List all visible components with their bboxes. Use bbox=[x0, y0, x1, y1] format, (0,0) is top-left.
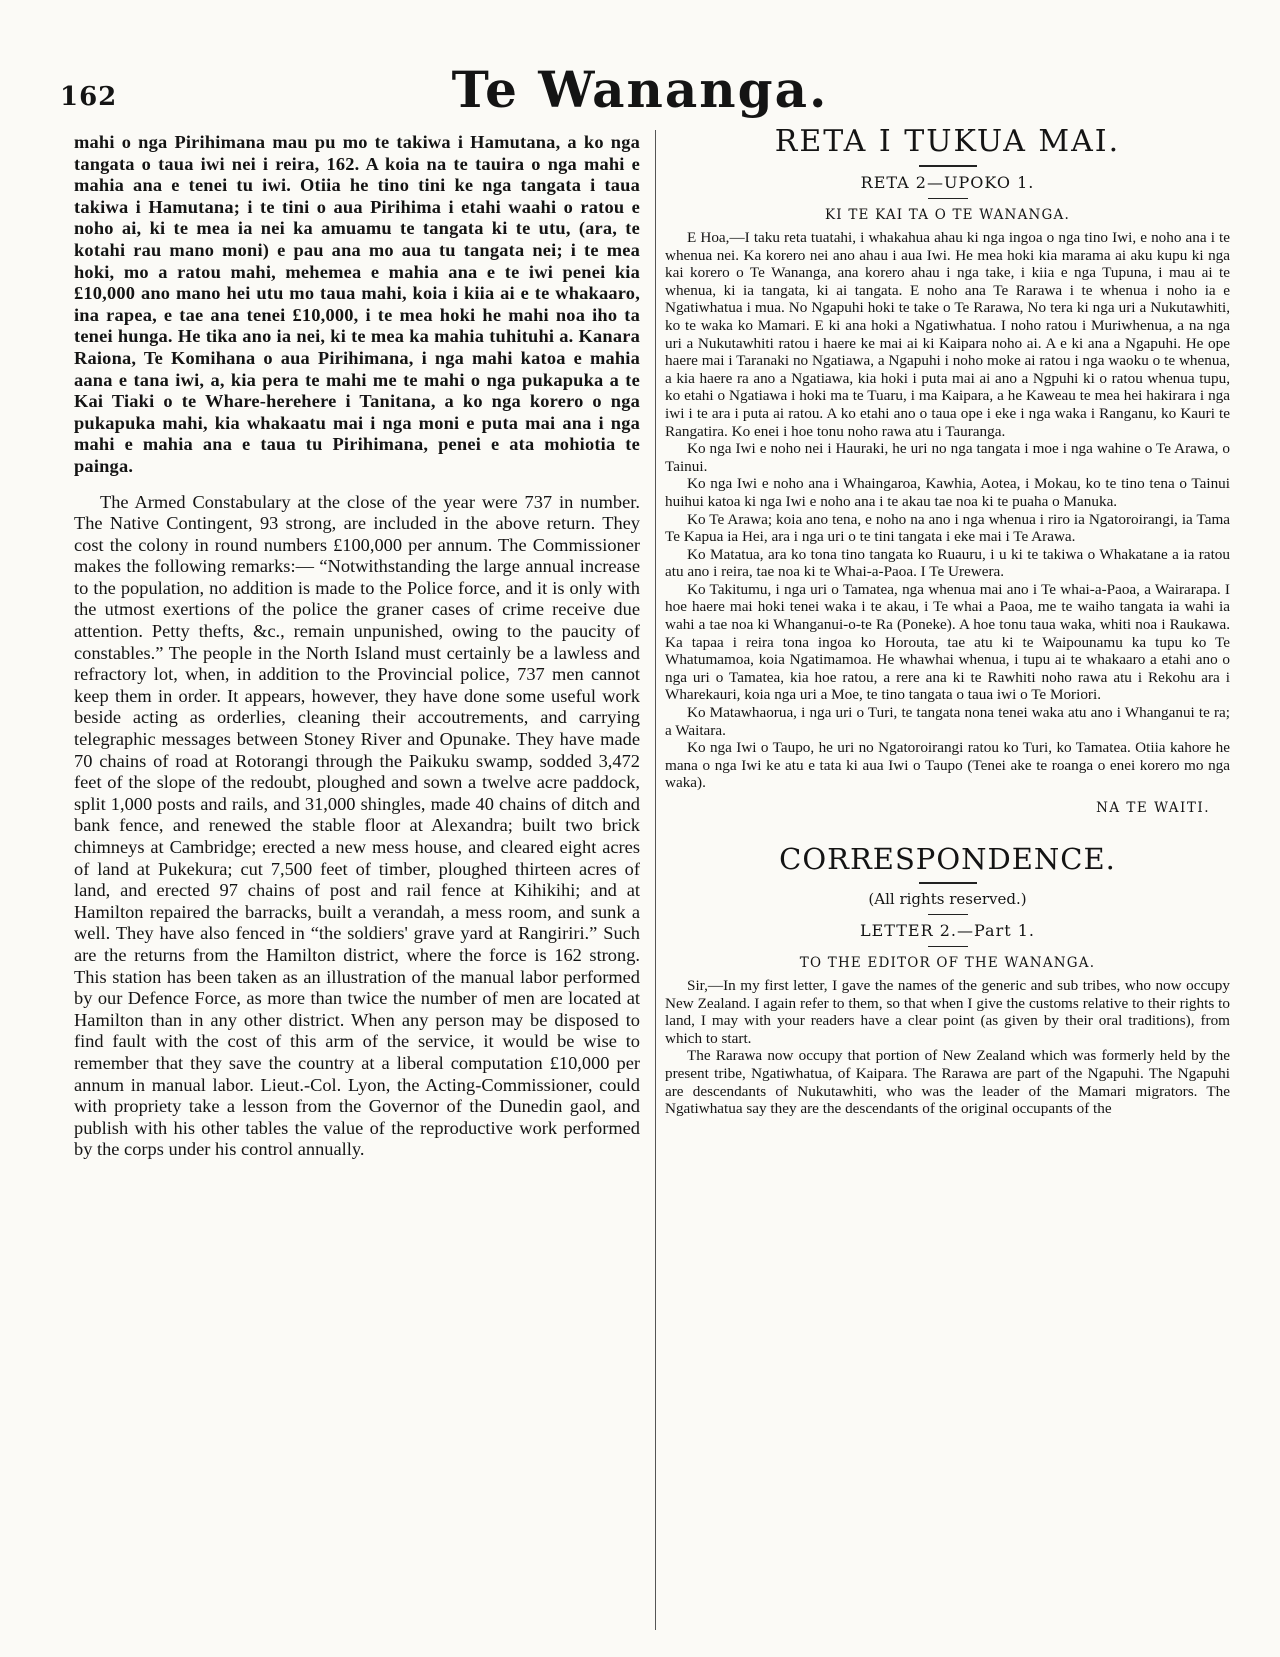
reta-paragraph: Ko nga Iwi e noho ana i Whaingaroa, Kawhia, Aotea, i Mokau, ko te tino tena o Tainui huihui katoa ki nga Iwi e noho ana i te akau tae noa ki te puaha o Manuka. bbox=[665, 475, 1230, 510]
reta-paragraph: E Hoa,—I taku reta tuatahi, i whakahua ahau ki nga ingoa o nga tino Iwi, e noho ana i te whenua nei. Ka korero nei ano ahau i aua Iwi. He mea hoki kia marama ai aku kupu ki nga kai korero o Te Wananga, ana korero ahau i nga take, i kiia e nga Tupuna, i mau ai te whenua, ki ia tangata, ki ai tangata. E noho ana Te Rarawa i te whenua i noho ia e Ngatiwhatua i mua. No Ngapuhi hoki te take o Te Rarawa, No tera ki nga uri a Nukutawhiti, ko te waka ko Mamari. E ki ana hoki a Ngatiwhatua. I noho ratou i Muriwhenua, a na nga uri a Nukutawhiti ratou i haere ke mai ai ki Kaipara noho ai. A e ki ana a Ngapuhi. He ope haere mai i Taranaki no Ngatiawa, a Ngapuhi i noho moke ai ratou i nga waoku o te whenua, a kia haere ra ano a Ngatiawa, kia hoki i puta mai ai ano a Ngpuhi ki o ratou whenua tupu, ko etahi o Ngatiawa i hoki ma te Tuaru, i ma Kaipara, a he Kaweau te mea hei hakirara i nga iwi i te ara i puta ai ratou. A ko etahi ano o taua ope i eke i nga waka i Ranganu, ko Kauri te Rangatira. Ko enei i hoe tonu noho rawa atu i Tauranga. bbox=[665, 229, 1230, 440]
reta-paragraph: Ko Matatua, ara ko tona tino tangata ko Ruauru, i u ki te takiwa o Whakatane a ia ratou atu ano i reira, tae noa ki te Whai-a-Paoa. I Te Urewera. bbox=[665, 545, 1230, 581]
correspondence-rule bbox=[919, 882, 977, 884]
reta-signature: NA TE WAITI. bbox=[1096, 800, 1210, 816]
column-divider bbox=[655, 130, 656, 1630]
subtitle-rule bbox=[928, 198, 968, 199]
newspaper-title: Te Wananga. bbox=[451, 60, 829, 119]
reta-addressee: KI TE KAI TA O TE WANANGA. bbox=[825, 207, 1070, 223]
correspondence-title: CORRESPONDENCE. bbox=[779, 842, 1116, 876]
page-number: 162 bbox=[60, 82, 118, 112]
reta-paragraph: Ko Matawhaorua, i nga uri o Turi, te tangata nona tenei waka atu ano i Whanganui te ra; a Waitara. bbox=[665, 704, 1230, 739]
rights-rule bbox=[928, 914, 968, 915]
rights-note: (All rights reserved.) bbox=[868, 890, 1027, 908]
reta-section-title: RETA I TUKUA MAI. bbox=[774, 124, 1121, 159]
letter-subtitle: LETTER 2.—Part 1. bbox=[859, 921, 1036, 940]
english-paragraph: The Armed Constabulary at the close of the year were 737 in number. The Native Contingent, 93 strong, are included in the above return. They cost the colony in round numbers £100,000 per annum. The Commissioner makes the following remarks:— “Notwithstanding the large annual increase to the population, no addition is made to the Police force, and it is only with the utmost exertions of the police the graner cases of crime receive due attention. Petty thefts, &c., remain unpunished, owing to the paucity of constables.” The people in the North Island must certainly be a lawless and refractory lot, when, in addition to the Provincial police, 737 men cannot keep them in order. It appears, however, they have done some useful work beside acting as orderlies, cleaning their accoutrements, and carrying telegraphic messages between Stoney River and Opunake. They have made 70 chains of road at Rotorangi through the Paikuku swamp, sodded 3,472 feet of the slope of the redoubt, ploughed and sown a twelve acre paddock, split 1,000 posts and rails, and 31,000 shingles, made 40 chains of ditch and bank fence, and renewed the stable floor at Alexandra; built two brick chimneys at Cambridge; erected a new mess house, and cleared eight acres of land at Pukekura; cut 7,500 feet of timber, ploughed thirteen acres of land, and erected 97 chains of post and rail fence at Kihikihi; and at Hamilton repaired the barracks, built a verandah, a mess room, and sunk a well. They have also fenced in “the soldiers' grave yard at Rangiriri.” Such are the returns from the Hamilton district, where the force is 162 strong. This station has been taken as an illustration of the manual labor performed by our Defence Force, as more than twice the number of men are located at Hamilton than in any other district. When any person may be disposed to find fault with the cost of this arm of the service, it would be wise to remember that they save the country at a liberal computation £10,000 per annum in manual labor. Lieut.-Col. Lyon, the Acting-Commissioner, could with propriety take a lesson from the Governor of the Dunedin gaol, and publish with his other tables the value of the reproductive work performed by the corps under his control annually. bbox=[74, 491, 640, 1160]
reta-paragraph: Ko nga Iwi o Taupo, he uri no Ngatoroirangi ratou ko Turi, ko Tamatea. Otiia kahore he mana o nga Iwi ke atu e tata ki aua Iwi o Taupo (Tenei ake te roanga o enei korero mo nga waka). bbox=[665, 739, 1230, 792]
reta-paragraph: Ko nga Iwi e noho nei i Hauraki, he uri no nga tangata i moe i nga wahine o Te Arawa, o Tainui. bbox=[665, 440, 1230, 475]
left-column bbox=[74, 132, 640, 1161]
maori-paragraph: mahi o nga Pirihimana mau pu mo te takiwa i Hamutana, a ko nga tangata o taua iwi nei i reira, 162. A koia na te tauira o nga mahi e mahia ana e tenei tu iwi. Otiia he tino tini ke nga tangata i taua takiwa i Hamutana; i te tini o aua Pirihima i etahi waahi o ratou e noho ai, ki te mea ia nei ka amuamu te tangata ki te utu, (ara, te kotahi rau mano moni) e pau ana mo aua tu tangata nei; i te mea hoki, mo a ratou mahi, mehemea e mahia ana e te iwi penei kia £10,000 ano mano hei utu mo taua mahi, koia i kiia ai e te whakaaro, ina rapea, e tae ana tenei £10,000, i te mea hoki he mahi noa iho ta tenei hunga. He tika ano ia nei, ki te mea ka mahia tuhituhi a. Kanara Raiona, Te Komihana o aua Pirihimana, i nga mahi katoa e mahia aana e tana iwi, a, kia pera te mahi me te mahi o nga pukapuka a te Kai Tiaki o te Whare-herehere i Tanitana, a ko nga korero o nga pukapuka mahi, kia whakaatu mai i nga moni e puta mai ana i nga mahi e mahia ana e taua tu Pirihimana, penei e ata mohiotia te painga. bbox=[74, 132, 640, 476]
right-column bbox=[665, 120, 1230, 1118]
reta-paragraph: Ko Takitumu, i nga uri o Tamatea, nga whenua mai ano i Te whai-a-Paoa, a Wairarapa. I hoe haere mai hoki tenei waka i te akau, i Te whai a Paoa, me te waiho tangata ia wahi ia wahi a tae noa ki Whanganui-o-te Ra (Poneke). A hoe tonu taua waka, whiti noa i Raukawa. Ka tapaa i reira tona ingoa ko Horouta, tae atu ki te Waipounamu ka tupu ko Te Whatumamoa, koia Ngatimamoa. He whawhai whenua, i tupu ai te whakaaro a etahi ano o nga uri o Tamatea, kia hoe ratou, a rere ana ki te Rawhiti noho rawa atu i Rekohu ara i Wharekauri, koia nga uri a Moe, te tino tangata o taua iwi o Te Moriori. bbox=[665, 580, 1230, 704]
letter-paragraph: Sir,—In my first letter, I gave the names of the generic and sub tribes, who now occupy New Zealand. I again refer to them, so that when I give the customs relative to their rights to land, I may with your readers have a clear point (as given by their oral traditions), from which to start. bbox=[665, 977, 1230, 1047]
letter-rule bbox=[928, 946, 968, 947]
letter-addressee: TO THE EDITOR OF THE WANANGA. bbox=[799, 955, 1096, 971]
title-rule bbox=[919, 165, 977, 167]
reta-subtitle: RETA 2—UPOKO 1. bbox=[860, 173, 1035, 192]
reta-paragraph: Ko Te Arawa; koia ano tena, e noho na ano i nga whenua i riro ia Ngatoroirangi, ia Tama Te Kapua ia Hei, ara i nga uri o te tini tangata i eke mai i Te Arawa. bbox=[665, 510, 1230, 546]
letter-paragraph: The Rarawa now occupy that portion of New Zealand which was formerly held by the present tribe, Ngatiwhatua, of Kaipara. The Rarawa are part of the Ngapuhi. The Ngapuhi are descendants of Nukutawhiti, who was the leader of the Mamari migrators. The Ngatiwhatua say they are the descendants of the original occupants of the bbox=[665, 1047, 1230, 1118]
